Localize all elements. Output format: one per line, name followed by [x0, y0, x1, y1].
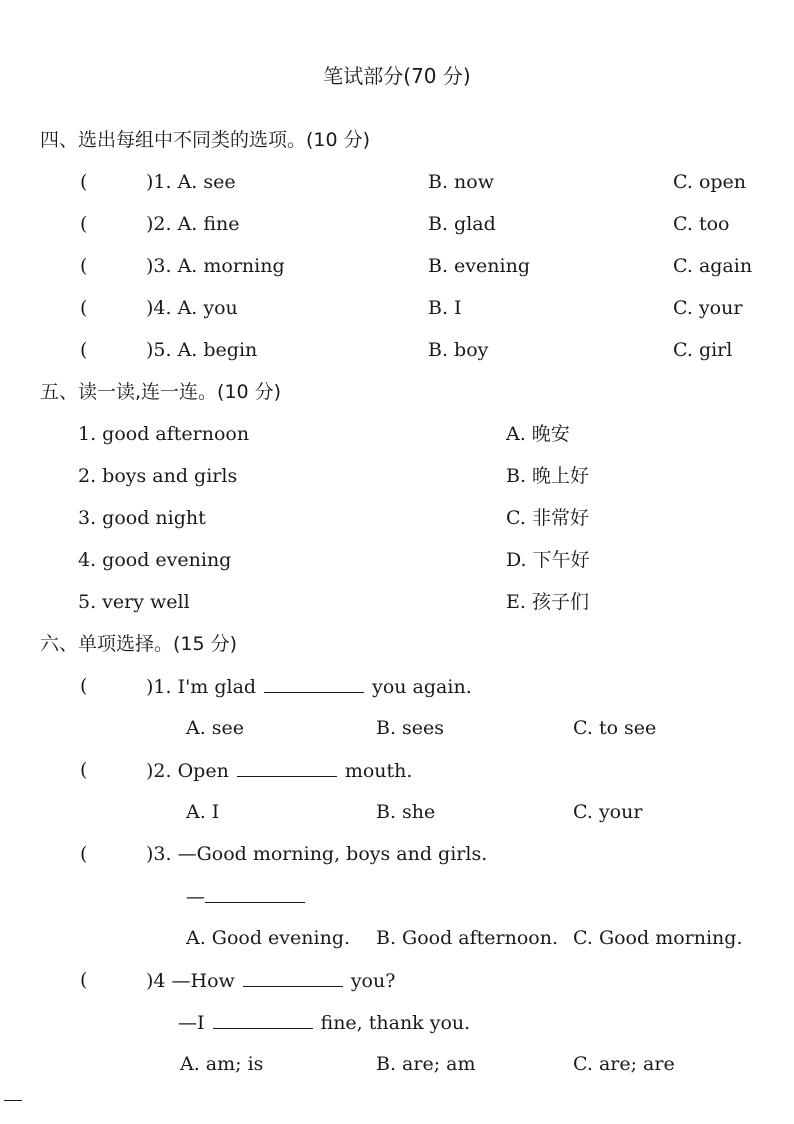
- option-a: )5. A. begin: [146, 339, 258, 361]
- option-b: B. now: [428, 171, 494, 193]
- question-text: )2. Open: [146, 760, 229, 782]
- option-b: B. I: [428, 297, 462, 319]
- answer-paren[interactable]: (: [80, 675, 88, 697]
- section-5-heading: 五、读一读,连一连。(10 分): [40, 381, 282, 403]
- answer-paren[interactable]: (: [80, 843, 88, 865]
- question-text: )4 —How: [146, 970, 235, 992]
- answer-paren[interactable]: (: [80, 969, 88, 991]
- option-c: C. Good morning.: [573, 927, 743, 949]
- option-a: A. I: [186, 801, 220, 823]
- page-title: 笔试部分(70 分): [323, 64, 471, 88]
- section-4-heading: 四、选出每组中不同类的选项。(10 分): [40, 129, 371, 151]
- fill-blank[interactable]: [213, 1010, 313, 1029]
- page-edge-mark: [4, 1100, 22, 1101]
- option-c: C. are; are: [573, 1053, 675, 1075]
- option-a: )2. A. fine: [146, 213, 240, 235]
- reply-line: [186, 884, 313, 909]
- option-c: C. too: [673, 213, 730, 235]
- reply-text: fine, thank you.: [320, 1012, 471, 1034]
- fill-blank[interactable]: [237, 758, 337, 777]
- option-c: C. your: [573, 801, 643, 823]
- question-stem: [146, 674, 472, 699]
- option-b: B. sees: [376, 717, 445, 739]
- question-stem: [146, 968, 395, 993]
- option-a: A. see: [186, 717, 245, 739]
- question-text: mouth.: [344, 760, 413, 782]
- list-item[interactable]: 5. very well: [78, 591, 190, 613]
- option-b: B. are; am: [376, 1053, 476, 1075]
- option-b: B. glad: [428, 213, 496, 235]
- list-item[interactable]: B. 晚上好: [506, 465, 590, 487]
- answer-paren[interactable]: (: [80, 213, 88, 235]
- question-text: you?: [350, 970, 396, 992]
- question-stem: [146, 758, 412, 783]
- list-item[interactable]: 2. boys and girls: [78, 465, 238, 487]
- option-a: )1. A. see: [146, 171, 236, 193]
- answer-paren[interactable]: (: [80, 255, 88, 277]
- list-item[interactable]: A. 晚安: [506, 423, 570, 445]
- option-a: A. Good evening.: [186, 927, 351, 949]
- option-b: B. Good afternoon.: [376, 927, 559, 949]
- option-b: B. boy: [428, 339, 489, 361]
- list-item[interactable]: E. 孩子们: [506, 591, 589, 613]
- reply-line: [178, 1010, 470, 1035]
- answer-paren[interactable]: (: [80, 171, 88, 193]
- reply-text: —I: [178, 1012, 205, 1034]
- option-b: B. evening: [428, 255, 530, 277]
- list-item[interactable]: C. 非常好: [506, 507, 589, 529]
- section-6-heading: 六、单项选择。(15 分): [40, 633, 238, 655]
- option-c: C. again: [673, 255, 753, 277]
- option-c: C. girl: [673, 339, 733, 361]
- list-item[interactable]: 3. good night: [78, 507, 206, 529]
- question-text: you again.: [372, 676, 472, 698]
- dash: —: [186, 886, 205, 908]
- option-c: C. open: [673, 171, 747, 193]
- answer-paren[interactable]: (: [80, 759, 88, 781]
- list-item[interactable]: 4. good evening: [78, 549, 232, 571]
- option-c: C. to see: [573, 717, 657, 739]
- option-a: )4. A. you: [146, 297, 238, 319]
- option-a: A. am; is: [180, 1053, 264, 1075]
- fill-blank[interactable]: [264, 674, 364, 693]
- answer-paren[interactable]: (: [80, 297, 88, 319]
- fill-blank[interactable]: [243, 968, 343, 987]
- answer-paren[interactable]: (: [80, 339, 88, 361]
- list-item[interactable]: 1. good afternoon: [78, 423, 250, 445]
- question-text: )1. I'm glad: [146, 676, 257, 698]
- option-b: B. she: [376, 801, 436, 823]
- option-a: )3. A. morning: [146, 255, 285, 277]
- option-c: C. your: [673, 297, 743, 319]
- fill-blank[interactable]: [205, 884, 305, 903]
- question-text: )3. —Good morning, boys and girls.: [146, 843, 488, 865]
- list-item[interactable]: D. 下午好: [506, 549, 590, 571]
